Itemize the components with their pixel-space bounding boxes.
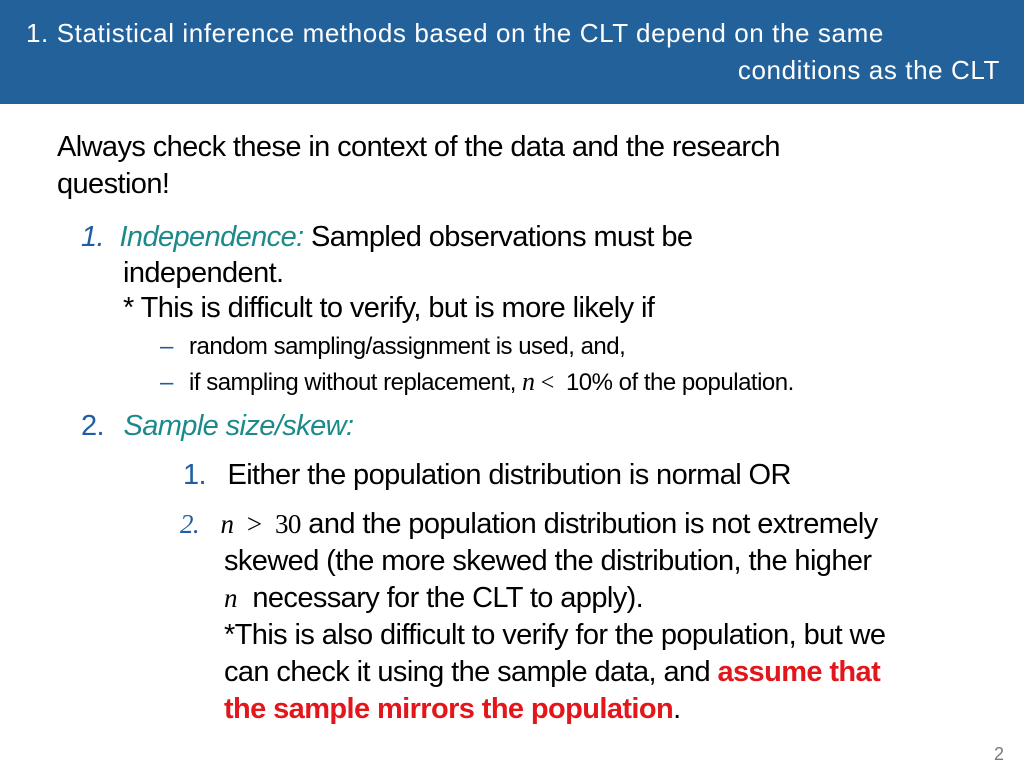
bullet-random-sampling <box>160 333 625 361</box>
subcondition-2-line4: *This is also difficult to verify for the population, but we <box>224 619 886 651</box>
emphasis-assume-that: assume that <box>717 656 881 688</box>
subcondition-1-text: Either the population distribution is normal OR <box>227 459 791 491</box>
condition-1-number: 1. <box>81 221 104 253</box>
condition-1-heading <box>81 221 692 254</box>
subcondition-2-line6 <box>224 693 681 726</box>
subcondition-2-text-line1: and the population distribution is not extremely <box>308 508 878 540</box>
condition-1-text: Sampled observations must be <box>311 221 693 253</box>
math-var-n: n <box>224 583 237 613</box>
condition-2-heading <box>81 410 353 443</box>
dash-bullet: – <box>160 333 173 360</box>
sentence-period: . <box>673 693 681 725</box>
subcondition-2-line2: skewed (the more skewed the distribution, the higher <box>224 545 872 577</box>
intro-line2: question! <box>57 168 170 200</box>
dash-bullet: – <box>160 369 173 396</box>
bullet-without-replacement <box>160 367 794 397</box>
math-value-30: 30 <box>275 509 301 539</box>
subcondition-2-line5 <box>224 656 880 689</box>
subcondition-2-text-line3: necessary for the CLT to apply). <box>252 582 644 614</box>
header-title-line2: conditions as the CLT <box>737 55 1000 85</box>
math-greater-than: > <box>246 509 262 539</box>
math-less-than: < <box>540 370 554 396</box>
subcondition-2-line3 <box>224 582 643 615</box>
condition-2-label: Sample size/skew: <box>123 410 354 442</box>
subcondition-2-line1 <box>180 508 878 541</box>
condition-1-label: Independence: <box>119 221 304 253</box>
math-var-n: n <box>220 509 234 539</box>
condition-1-text-line2: independent. <box>123 257 284 289</box>
condition-2-number: 2. <box>81 410 104 442</box>
subcondition-1 <box>183 459 791 492</box>
subcondition-2-text-line5: can check it using the sample data, and <box>224 656 711 688</box>
bullet-text-post: 10% of the population. <box>565 369 794 396</box>
intro-line1: Always check these in context of the data and the research <box>57 131 780 163</box>
slide-header <box>0 0 1024 104</box>
subcondition-2-number: 2. <box>180 509 200 539</box>
condition-1-note: * This is difficult to verify, but is more likely if <box>123 292 655 324</box>
math-var-n: n <box>522 367 535 396</box>
subcondition-1-number: 1. <box>183 459 206 491</box>
page-number: 2 <box>993 744 1004 764</box>
header-title-line1: 1. Statistical inference methods based on the CLT depend on the same <box>26 18 884 48</box>
bullet-text-pre: if sampling without replacement, <box>189 369 516 396</box>
emphasis-sample-mirrors-population: the sample mirrors the population <box>224 693 674 725</box>
bullet-text: random sampling/assignment is used, and, <box>189 333 626 360</box>
